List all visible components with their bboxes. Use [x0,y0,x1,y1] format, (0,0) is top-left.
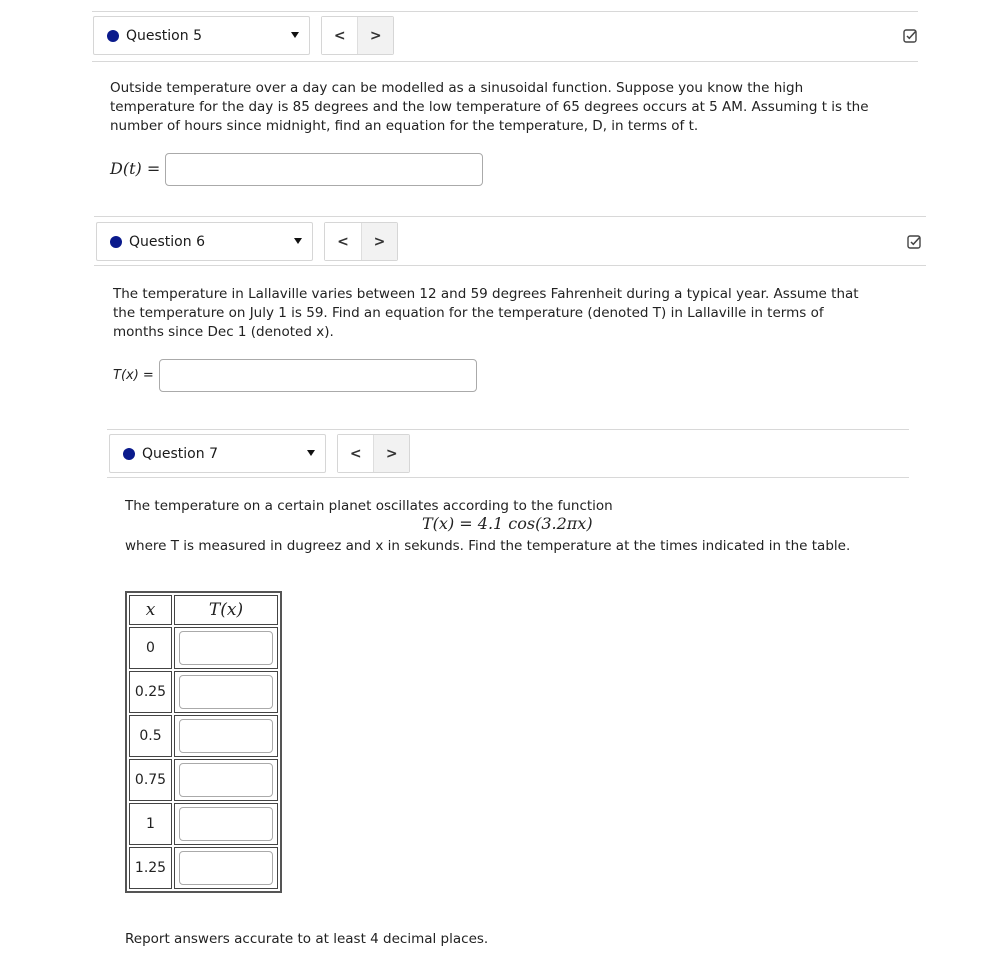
table-row [129,715,278,757]
q7-top-divider [107,429,909,430]
q5-answer-input[interactable] [165,153,483,186]
table-row [129,627,278,669]
q5-question-selector[interactable] [93,16,310,55]
q5-nav [321,16,394,55]
checkbox-check-icon[interactable] [903,29,917,43]
q7-selector-divider [107,477,909,478]
q6-next-button[interactable]: > [361,223,397,260]
table-row [129,759,278,801]
q7-question-selector[interactable] [109,434,326,473]
q6-selector-divider [94,265,926,266]
col-header-tx: T(x) [174,595,278,625]
tx-answer-input[interactable] [179,631,273,665]
q7-values-table [125,591,282,893]
caret-down-icon [291,32,299,38]
q6-prev-button[interactable]: < [325,223,361,260]
q5-answer-label: D(t) = [110,159,161,178]
table-row [129,847,278,889]
x-value: 0.75 [129,759,172,801]
caret-down-icon [307,450,315,456]
circle-bullet-icon [123,448,135,460]
q7-nav [337,434,410,473]
q5-selector-divider [92,61,918,62]
q5-top-divider [92,11,918,12]
checkbox-check-icon[interactable] [907,235,921,249]
x-value: 0.25 [129,671,172,713]
x-value: 1.25 [129,847,172,889]
x-value: 0 [129,627,172,669]
table-header-row [129,595,278,625]
table-row [129,671,278,713]
q7-footer-text: Report answers accurate to at least 4 decimal places. [125,931,489,947]
q6-answer-input[interactable] [159,359,477,392]
q6-top-divider [94,216,926,217]
q5-prev-button[interactable]: < [322,17,357,54]
q6-question-text: The temperature in Lallaville varies between 12 and 59 degrees Fahrenheit during a typical year. Assume that the temperature on July 1 is 59. Find an equation for the temperature (denoted T) in Lallaville in terms of months since Dec 1 (denoted x). [113,286,859,340]
q7-equation: T(x) = 4.1 cos(3.2πx) [422,514,593,533]
tx-answer-input[interactable] [179,763,273,797]
x-value: 1 [129,803,172,845]
q6-nav [324,222,398,261]
tx-answer-input[interactable] [179,675,273,709]
q5-question-text: Outside temperature over a day can be modelled as a sinusoidal function. Suppose you know the high temperature for the day is 85 degrees and the low temperature of 65 degrees occurs at 5 AM. Assuming t is the number of hours since midnight, find an equation for the temperature, D, in terms of t. [110,80,869,134]
tx-answer-input[interactable] [179,719,273,753]
caret-down-icon [294,238,302,244]
q7-selector-label: Question 7 [142,445,218,462]
q5-selector-label: Question 5 [126,27,202,44]
table-row [129,803,278,845]
q7-intro-text: The temperature on a certain planet oscillates according to the function [125,498,613,514]
tx-answer-input[interactable] [179,807,273,841]
tx-answer-input[interactable] [179,851,273,885]
q5-next-button[interactable]: > [357,17,393,54]
q6-selector-label: Question 6 [129,233,205,250]
circle-bullet-icon [107,30,119,42]
q7-prev-button[interactable]: < [338,435,373,472]
q7-next-button[interactable]: > [373,435,409,472]
q6-question-selector[interactable] [96,222,313,261]
x-value: 0.5 [129,715,172,757]
circle-bullet-icon [110,236,122,248]
q7-where-text: where T is measured in dugreez and x in sekunds. Find the temperature at the times indicated in the table. [125,538,851,554]
q6-answer-label: T(x) = [113,368,154,383]
col-header-x: x [129,595,172,625]
